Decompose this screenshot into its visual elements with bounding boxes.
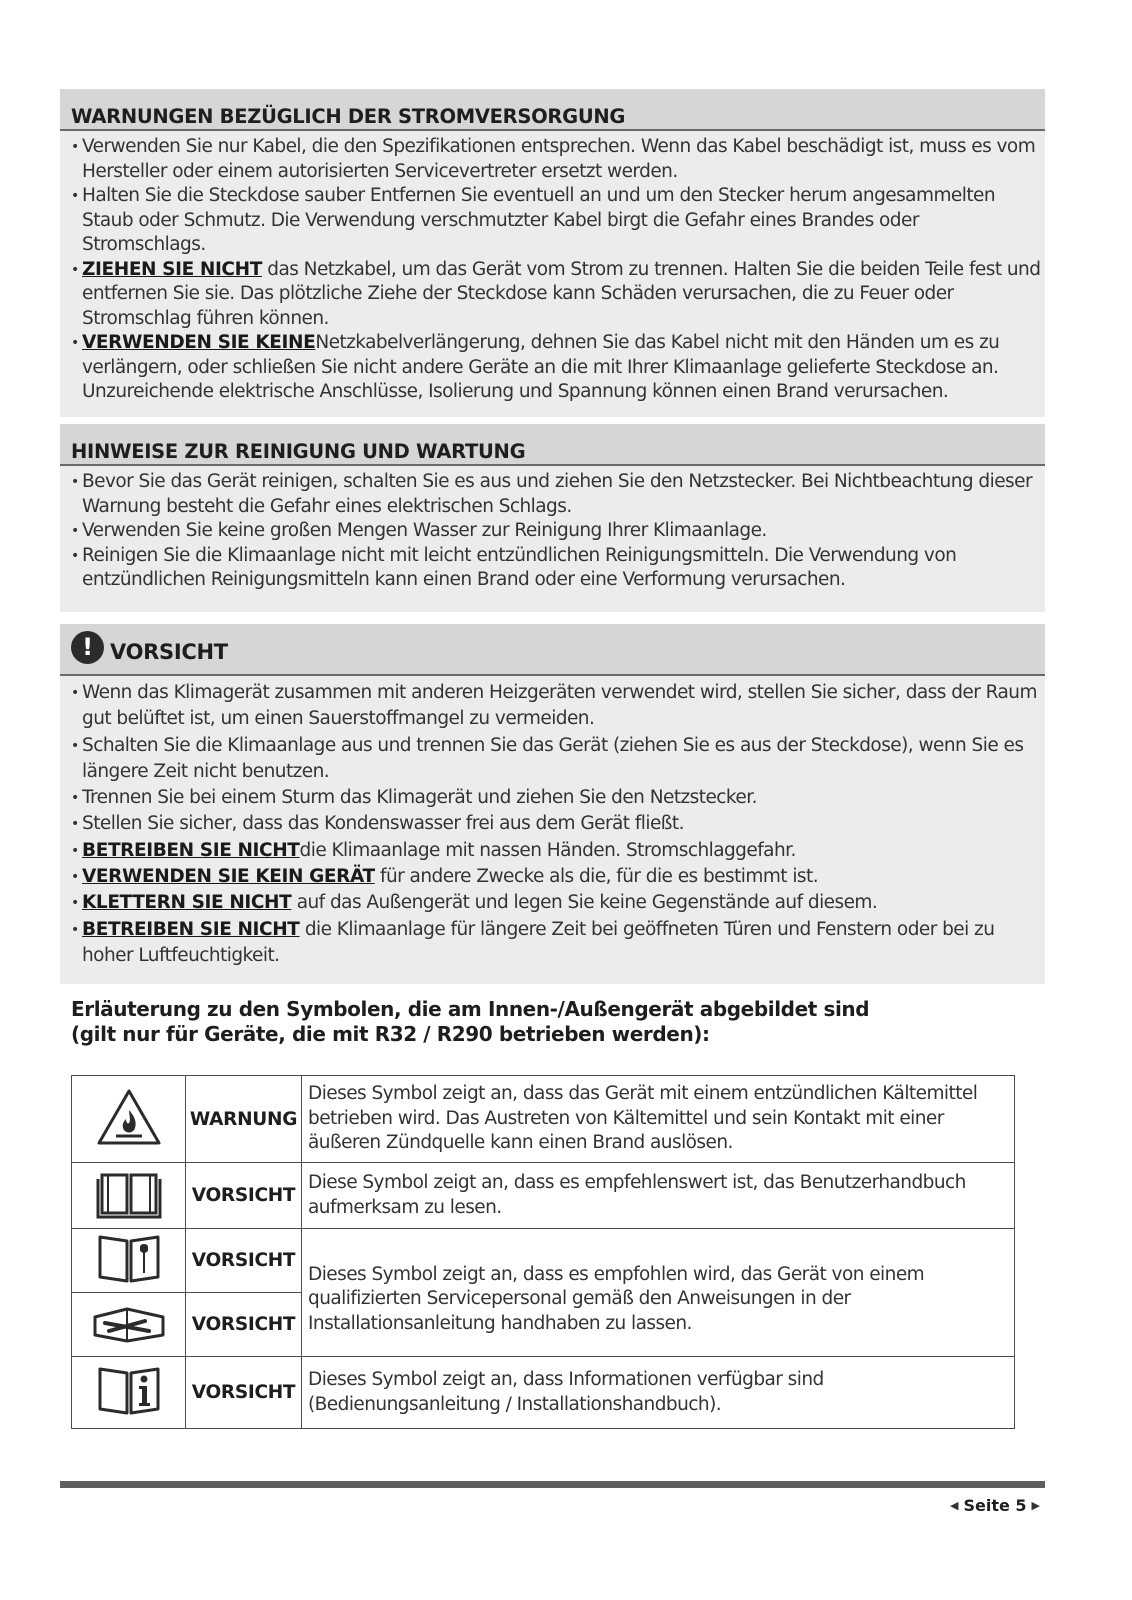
symbol-description: Diese Symbol zeigt an, dass es empfehlenswert ist, das Benutzerhandbuch aufmerksam zu lesen. [302, 1163, 1015, 1229]
item-lead: VERWENDEN SIE KEIN GERÄT [82, 866, 375, 888]
item-lead: ZIEHEN SIE NICHT [82, 258, 262, 280]
list-item [71, 733, 1045, 786]
table-row [72, 1163, 1015, 1229]
page-label: Seite 5 [963, 1496, 1027, 1515]
item-text: Trennen Sie bei einem Sturm das Klimagerät und ziehen Sie den Netzstecker. [82, 787, 757, 809]
list-item [71, 785, 1045, 811]
footer-divider [60, 1481, 1045, 1488]
symbol-description: Dieses Symbol zeigt an, dass Informationen verfügbar sind (Bedienungsanleitung / Installationshandbuch). [302, 1357, 1015, 1429]
symbols-table [71, 1075, 1015, 1429]
section-title: WARNUNGEN BEZÜGLICH DER STROMVERSORGUNG [60, 89, 1045, 131]
list-item [71, 680, 1045, 733]
exclamation-circle-icon: ! [71, 631, 104, 664]
symbol-keyword: VORSICHT [186, 1163, 302, 1229]
item-text: für andere Zwecke als die, für die es bestimmt ist. [374, 866, 819, 888]
item-text: die Klimaanlage für längere Zeit bei geöffneten Türen und Fenstern oder bei zu hoher Luftfeuchtigkeit. [82, 918, 995, 966]
flammable-warning-icon [72, 1076, 186, 1163]
item-lead: KLETTERN SIE NICHT [82, 892, 292, 914]
cleaning-section [60, 424, 1045, 612]
table-row [72, 1076, 1015, 1163]
symbol-keyword: VORSICHT [186, 1293, 302, 1357]
list-item [71, 864, 1045, 890]
list-item [71, 838, 1045, 864]
item-text: Wenn das Klimagerät zusammen mit anderen Heizgeräten verwendet wird, stellen Sie sicher, dass der Raum gut belüftet ist, um einen Sauerstoffmangel zu vermeiden. [82, 682, 1037, 730]
item-text: Schalten Sie die Klimaanlage aus und trennen Sie das Gerät (ziehen Sie es aus der Steckdose), wenn Sie es längere Zeit nicht benutzen. [82, 734, 1024, 782]
service-manual-icon [72, 1229, 186, 1293]
triangle-right-icon: ▶ [1031, 1499, 1040, 1512]
list-item [71, 135, 1045, 184]
caption-line: (gilt nur für Geräte, die mit R32 / R290 betrieben werden): [71, 1022, 710, 1046]
symbol-description: Dieses Symbol zeigt an, dass es empfohlen wird, das Gerät von einem qualifizierten Servicepersonal gemäß den Anweisungen in der Installationsanleitung handhaben zu lassen. [302, 1229, 1015, 1357]
item-text: die Klimaanlage mit nassen Händen. Stromschlaggefahr. [299, 839, 796, 861]
list-item [71, 184, 1045, 258]
tool-manual-icon [72, 1293, 186, 1357]
item-lead: BETREIBEN SIE NICHT [82, 918, 300, 940]
item-text: Verwenden Sie nur Kabel, die den Spezifikationen entsprechen. Wenn das Kabel beschädigt ist, muss es vom Hersteller oder einem autorisierten Servicevertreter ersetzt werden. [82, 136, 1036, 182]
symbol-keyword: VORSICHT [186, 1357, 302, 1429]
item-text: auf das Außengerät und legen Sie keine Gegenstände auf diesem. [291, 892, 878, 914]
table-row [72, 1357, 1015, 1429]
item-text: Verwenden Sie keine großen Mengen Wasser zur Reinigung Ihrer Klimaanlage. [82, 520, 767, 541]
symbol-keyword: VORSICHT [186, 1229, 302, 1293]
list-item [71, 890, 1045, 916]
cleaning-list [60, 466, 1045, 603]
symbol-description: Dieses Symbol zeigt an, dass das Gerät mit einem entzündlichen Kältemittel betrieben wird. Das Austreten von Kältemittel und sein Kontakt mit einer äußeren Zündquelle kann einen Brand auslösen. [302, 1076, 1015, 1163]
section-title: HINWEISE ZUR REINIGUNG UND WARTUNG [60, 424, 1045, 466]
item-text: Stellen Sie sicher, dass das Kondenswasser frei aus dem Gerät fließt. [82, 813, 684, 835]
power-warnings-section [60, 89, 1045, 417]
caution-list [60, 676, 1045, 979]
triangle-left-icon: ◀ [950, 1499, 959, 1512]
list-item [71, 258, 1045, 332]
caption-line: Erläuterung zu den Symbolen, die am Innen-/Außengerät abgebildet sind [71, 997, 870, 1021]
caution-section [60, 624, 1045, 984]
item-lead: BETREIBEN SIE NICHT [82, 839, 300, 861]
item-text: Bevor Sie das Gerät reinigen, schalten Sie es aus und ziehen Sie den Netzstecker. Bei Nichtbeachtung dieser Warnung besteht die Gefahr eines elektrischen Schlags. [82, 471, 1033, 517]
list-item [71, 470, 1045, 519]
section-header [60, 624, 1045, 676]
open-manual-icon [72, 1163, 186, 1229]
item-text: das Netzkabel, um das Gerät vom Strom zu trennen. Halten Sie die beiden Teile fest und entfernen Sie sie. Das plötzliche Ziehe der Steckdose kann Schäden verursachen, die zu Feuer oder Stromschlag führen können. [82, 258, 1041, 329]
item-lead: VERWENDEN SIE KEINE [82, 332, 316, 353]
list-item [71, 917, 1045, 970]
list-item [71, 544, 1045, 593]
symbol-keyword: WARNUNG [186, 1076, 302, 1163]
warning-list [60, 131, 1045, 415]
table-row [72, 1229, 1015, 1293]
item-text: Reinigen Sie die Klimaanlage nicht mit leicht entzündlichen Reinigungsmitteln. Die Verwendung von entzündlichen Reinigungsmitteln kann einen Brand oder eine Verformung verursachen. [82, 544, 957, 590]
list-item [71, 519, 1045, 544]
symbols-caption [71, 997, 1031, 1047]
list-item [71, 331, 1045, 405]
page-number [950, 1496, 1040, 1515]
list-item [71, 811, 1045, 837]
info-manual-icon [72, 1357, 186, 1429]
item-text: Halten Sie die Steckdose sauber Entfernen Sie eventuell an und um den Stecker herum angesammelten Staub oder Schmutz. Die Verwendung verschmutzter Kabel birgt die Gefahr eines Brandes oder Stromschlags. [82, 185, 996, 255]
section-title: VORSICHT [110, 640, 228, 664]
item-text: Netzkabelverlängerung, dehnen Sie das Kabel nicht mit den Händen um es zu verlängern, oder schließen Sie nicht andere Geräte an die mit Ihrer Klimaanlage gelieferte Steckdose an. Unzureichende elektrische Anschlüsse, Isolierung und Spannung können einen Brand verursachen. [82, 332, 1000, 402]
